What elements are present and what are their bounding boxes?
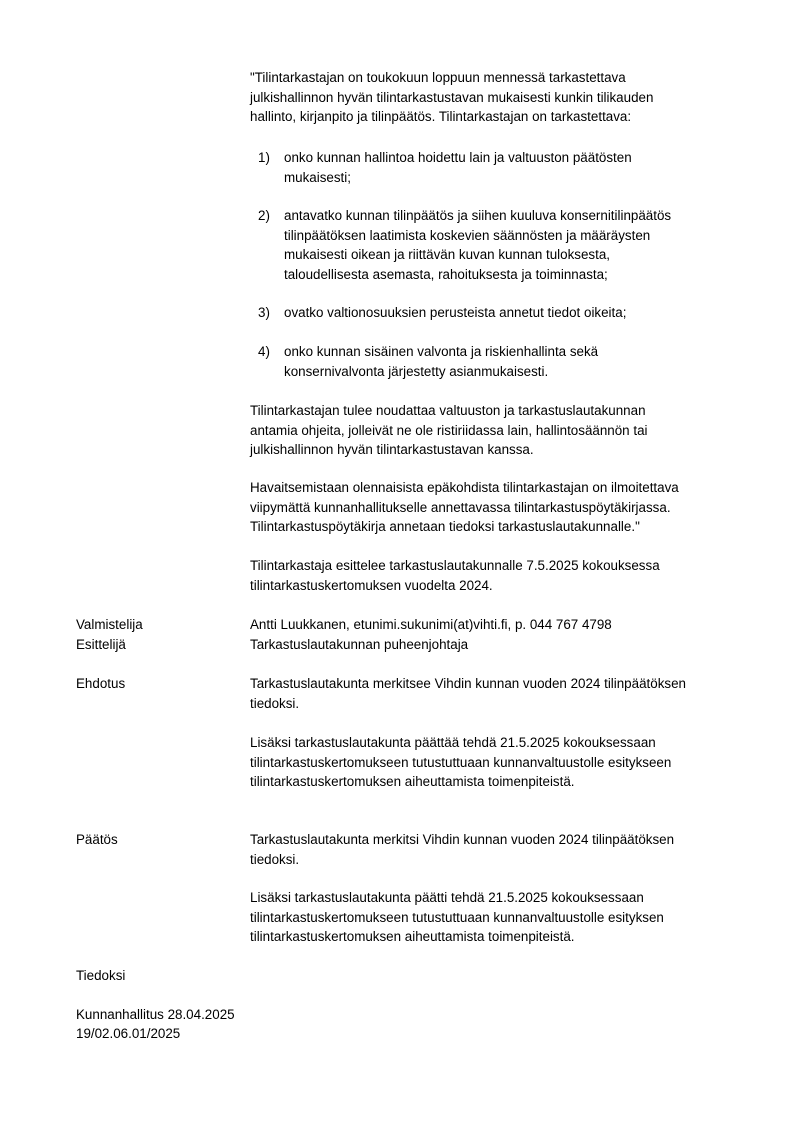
quote-defects-paragraph: Havaitsemistaan olennaisista epäkohdista tilintarkastajan on ilmoitettava viipymättä kunnanhallitukselle annettavassa tilintarkastuspöytäkirjassa. Tilintarkastuspöytäkirja annetaan tiedoksi tarkastuslautakunnalle." bbox=[250, 480, 679, 534]
board-reference: Kunnanhallitus 28.04.2025 bbox=[76, 1007, 235, 1022]
quote-guidance-paragraph: Tilintarkastajan tulee noudattaa valtuuston ja tarkastuslautakunnan antamia ohjeita, jolleivät ne ole ristiriidassa lain, hallintosäännön tai julkishallinnon hyvän tilintarkastustavan kanssa. bbox=[250, 403, 648, 457]
proposal-paragraph-2: Lisäksi tarkastuslautakunta päättää tehdä 21.5.2025 kokouksessaan tilintarkastuskertomukseen tutustuttuaan kunnanvaltuustolle esitykseen tilintarkastuskertomuksen aiheuttamista toimenpiteistä. bbox=[250, 735, 672, 789]
preparer-label: Valmistelija bbox=[76, 617, 143, 632]
case-number: 19/02.06.01/2025 bbox=[76, 1026, 181, 1041]
list-text: antavatko kunnan tilinpäätös ja siihen kuuluva konsernitilinpäätös tilinpäätöksen laatimista koskevien säännösten ja määräysten mukaisesti oikean ja riittävän kuvan kunnan tuloksesta, taloudellisesta asemasta, rahoituksesta ja toiminnasta; bbox=[284, 208, 672, 282]
preparer-value: Antti Luukkanen, etunimi.sukunimi(at)vihti.fi, p. 044 767 4798 bbox=[250, 617, 612, 632]
list-text: onko kunnan hallintoa hoidettu lain ja valtuuston päätösten mukaisesti; bbox=[284, 150, 632, 185]
decision-label: Päätös bbox=[76, 832, 118, 847]
presenter-value: Tarkastuslautakunnan puheenjohtaja bbox=[250, 637, 469, 652]
list-number: 3) bbox=[258, 305, 270, 320]
list-number: 2) bbox=[258, 208, 270, 223]
proposal-label: Ehdotus bbox=[76, 676, 126, 691]
quote-intro: "Tilintarkastajan on toukokuun loppuun mennessä tarkastettava julkishallinnon hyvän tilintarkastustavan mukaisesti kunkin tilikauden hallinto, kirjanpito ja tilinpäätös. Tilintarkastajan on tarkastettava: bbox=[250, 70, 654, 124]
proposal-paragraph-1: Tarkastuslautakunta merkitsee Vihdin kunnan vuoden 2024 tilinpäätöksen tiedoksi. bbox=[250, 676, 686, 711]
presenter-label: Esittelijä bbox=[76, 637, 126, 652]
list-text: onko kunnan sisäinen valvonta ja riskienhallinta sekä konsernivalvonta järjestetty asianmukaisesti. bbox=[284, 344, 599, 379]
list-text: ovatko valtionosuuksien perusteista annetut tiedot oikeita; bbox=[284, 305, 627, 320]
list-number: 1) bbox=[258, 150, 270, 165]
list-number: 4) bbox=[258, 344, 270, 359]
for-information-label: Tiedoksi bbox=[76, 968, 126, 983]
decision-paragraph-1: Tarkastuslautakunta merkitsi Vihdin kunnan vuoden 2024 tilinpäätöksen tiedoksi. bbox=[250, 832, 675, 867]
decision-paragraph-2: Lisäksi tarkastuslautakunta päätti tehdä 21.5.2025 kokouksessaan tilintarkastuskertomukseen tutustuttuaan kunnanvaltuustolle esityksen tilintarkastuskertomuksen aiheuttamista toimenpiteistä. bbox=[250, 890, 664, 944]
presentation-note: Tilintarkastaja esittelee tarkastuslautakunnalle 7.5.2025 kokouksessa tilintarkastuskertomuksen vuodelta 2024. bbox=[250, 558, 660, 593]
